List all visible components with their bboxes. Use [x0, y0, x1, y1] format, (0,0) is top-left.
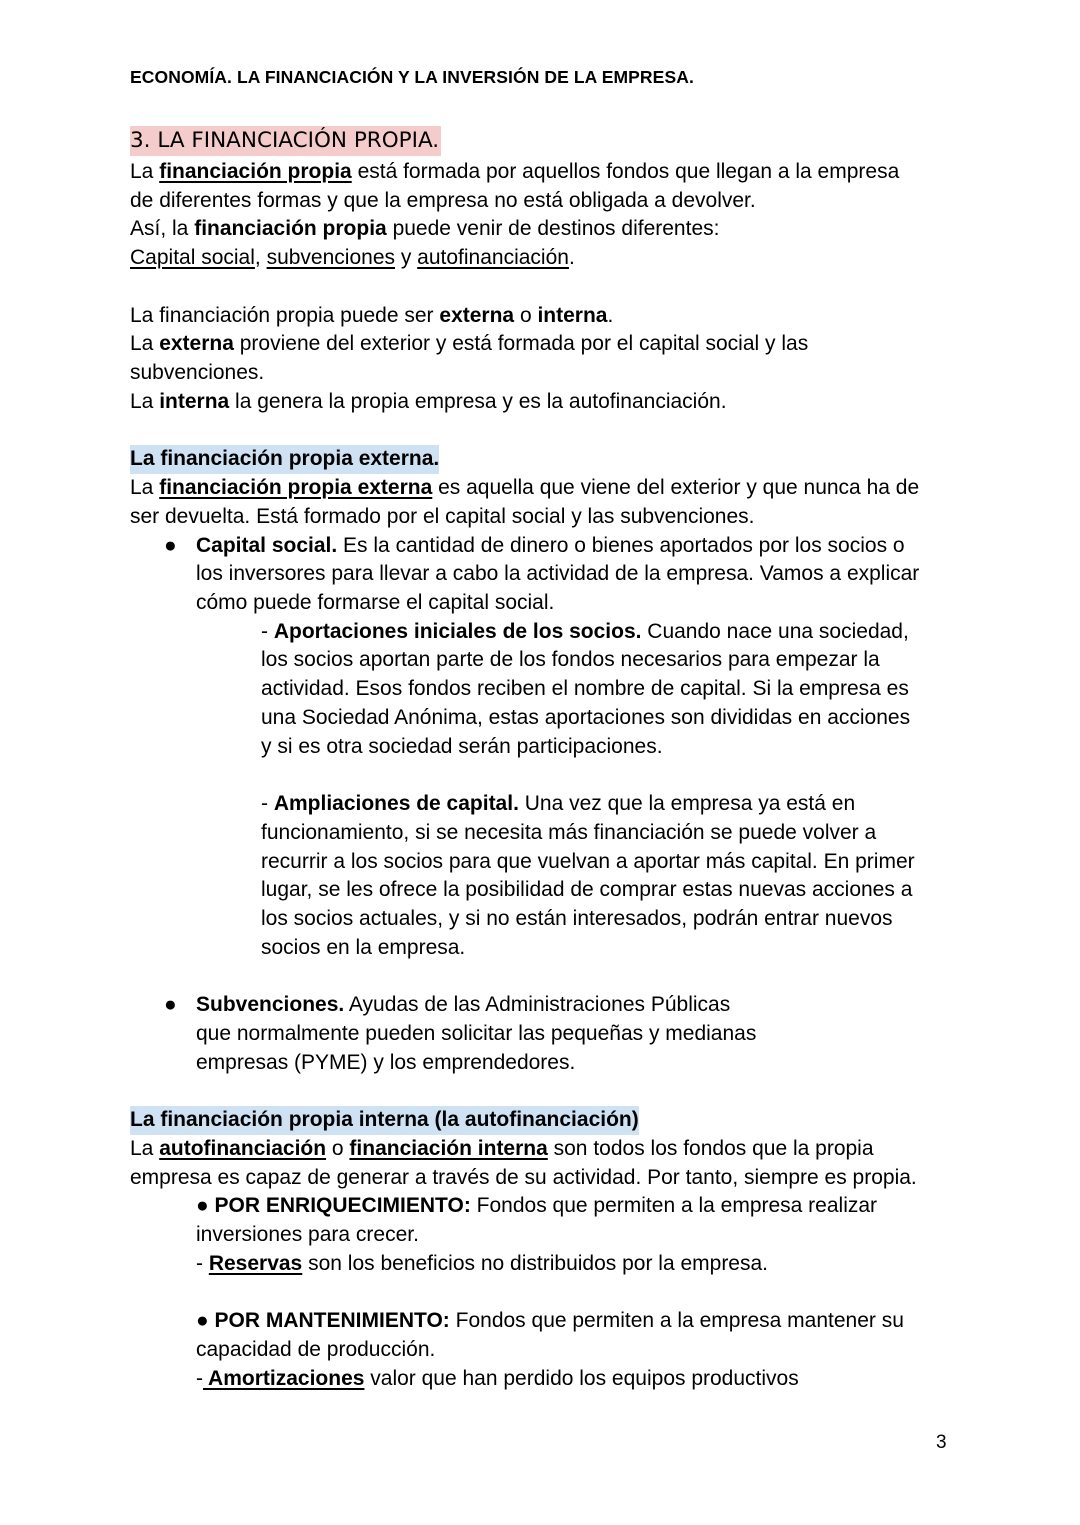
enriquecimiento-line-2: inversiones para crecer.	[196, 1223, 419, 1246]
ampliaciones-line-6: socios en la empresa.	[261, 936, 466, 959]
reservas-line: - Reservas son los beneficios no distribuidos por la empresa.	[196, 1252, 769, 1275]
ampliaciones-line-5: los socios actuales, y si no están interesados, podrán entrar nuevos	[261, 907, 893, 930]
subvenciones-line-1: Subvenciones. Ayudas de las Administraciones Públicas	[196, 993, 731, 1016]
aportaciones-line-5: y si es otra sociedad serán participaciones.	[261, 735, 663, 758]
intro-line-1: La financiación propia está formada por aquellos fondos que llegan a la empresa	[130, 160, 900, 183]
ampliaciones-line-4: lugar, se les ofrece la posibilidad de comprar estas nuevas acciones a	[261, 878, 913, 901]
capital-line-1: Capital social. Es la cantidad de dinero o bienes aportados por los socios o	[196, 534, 905, 557]
intro-line-4: Capital social, subvenciones y autofinanciación.	[130, 246, 575, 269]
types-line-2: La externa proviene del exterior y está formada por el capital social y las	[130, 332, 809, 355]
section-title: 3. LA FINANCIACIÓN PROPIA.	[130, 126, 441, 156]
subvenciones-line-3: empresas (PYME) y los emprendedores.	[196, 1051, 576, 1074]
ampliaciones-line-1: - Ampliaciones de capital. Una vez que la empresa ya está en	[261, 792, 856, 815]
aportaciones-line-1: - Aportaciones iniciales de los socios. Cuando nace una sociedad,	[261, 620, 909, 643]
external-line-2: ser devuelta. Está formado por el capital social y las subvenciones.	[130, 505, 755, 528]
external-line-1: La financiación propia externa es aquella que viene del exterior y que nunca ha de	[130, 476, 920, 499]
aportaciones-line-3: actividad. Esos fondos reciben el nombre de capital. Si la empresa es	[261, 677, 909, 700]
term-capital-social: Capital social	[130, 246, 255, 269]
ampliaciones-line-3: recurrir a los socios para que vuelvan a aportar más capital. En primer	[261, 850, 915, 873]
term-subvenciones: subvenciones	[266, 246, 395, 269]
types-line-3: subvenciones.	[130, 361, 265, 384]
term-financiacion-propia: financiación propia	[159, 160, 352, 183]
document-header-title: ECONOMÍA. LA FINANCIACIÓN Y LA INVERSIÓN DE LA EMPRESA.	[130, 67, 694, 87]
enriquecimiento-line-1: ● POR ENRIQUECIMIENTO: Fondos que permiten a la empresa realizar	[196, 1194, 878, 1217]
types-line-1: La financiación propia puede ser externa o interna.	[130, 304, 614, 327]
intro-line-3: Así, la financiación propia puede venir de destinos diferentes:	[130, 217, 720, 240]
bullet-capital-social: ●	[164, 534, 177, 557]
subvenciones-line-2: que normalmente pueden solicitar las pequeñas y medianas	[196, 1022, 757, 1045]
aportaciones-line-4: una Sociedad Anónima, estas aportaciones son divididas en acciones	[261, 706, 911, 729]
capital-line-3: cómo puede formarse el capital social.	[196, 591, 555, 614]
mantenimiento-line-2: capacidad de producción.	[196, 1338, 436, 1361]
aportaciones-line-2: los socios aportan parte de los fondos necesarios para empezar la	[261, 648, 880, 671]
types-line-4: La interna la genera la propia empresa y es la autofinanciación.	[130, 390, 727, 413]
intro-line-2: de diferentes formas y que la empresa no está obligada a devolver.	[130, 189, 756, 212]
mantenimiento-line-1: ● POR MANTENIMIENTO: Fondos que permiten a la empresa mantener su	[196, 1309, 904, 1332]
subheading-internal: La financiación propia interna (la autofinanciación)	[130, 1106, 639, 1135]
internal-line-2: empresa es capaz de generar a través de su actividad. Por tanto, siempre es propia.	[130, 1166, 917, 1189]
term-autofinanciacion: autofinanciación	[417, 246, 569, 269]
bullet-subvenciones: ●	[164, 993, 177, 1016]
subheading-external: La financiación propia externa.	[130, 445, 439, 474]
page-number: 3	[936, 1432, 947, 1453]
internal-line-1: La autofinanciación o financiación interna son todos los fondos que la propia	[130, 1137, 874, 1160]
ampliaciones-line-2: funcionamiento, si se necesita más financiación se puede volver a	[261, 821, 877, 844]
capital-line-2: los inversores para llevar a cabo la actividad de la empresa. Vamos a explicar	[196, 562, 920, 585]
amortizaciones-line: - Amortizaciones valor que han perdido los equipos productivos	[196, 1367, 799, 1390]
